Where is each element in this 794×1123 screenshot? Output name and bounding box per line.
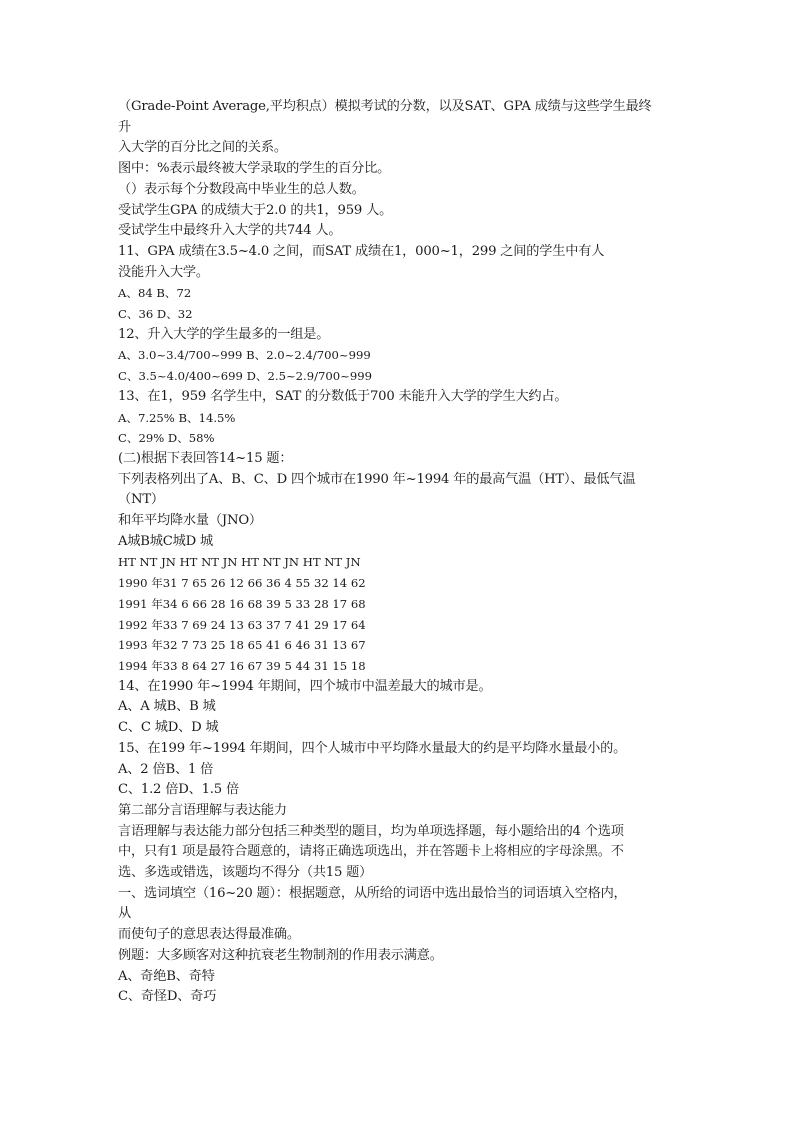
- text-line: 例题：大多顾客对这种抗衰老生物制剂的作用表示满意。: [118, 947, 443, 963]
- text-line: A、2 倍B、1 倍: [118, 761, 214, 777]
- text-line: 11、GPA 成绩在3.5~4.0 之间，而SAT 成绩在1，000~1，299 之间的学生中有人: [118, 243, 605, 259]
- text-line: C、1.2 倍D、1.5 倍: [118, 782, 239, 798]
- text-line: 第二部分言语理解与表达能力: [118, 802, 287, 818]
- text-line: A、7.25% B、14.5%: [118, 410, 236, 425]
- text-line: 1993 年32 7 73 25 18 65 41 6 46 31 13 67: [118, 638, 366, 653]
- text-line: 1994 年33 8 64 27 16 67 39 5 44 31 15 18: [118, 658, 366, 673]
- text-line: A、3.0~3.4/700~999 B、2.0~2.4/700~999: [118, 348, 371, 363]
- text-line: HT NT JN HT NT JN HT NT JN HT NT JN: [118, 555, 361, 570]
- text-line: 入大学的百分比之间的关系。: [118, 140, 287, 156]
- document-page: [118, 97, 678, 1008]
- text-line: C、29% D、58%: [118, 431, 215, 446]
- text-line: 12、升入大学的学生最多的一组是。: [118, 326, 330, 342]
- text-line: (二)根据下表回答14~15 题：: [118, 450, 293, 466]
- text-line: A、84 B、72: [118, 286, 192, 301]
- text-line: （）表示每个分数段高中毕业生的总人数。: [118, 181, 365, 197]
- text-line: 选、多选或错选，该题均不得分（共15 题）: [118, 865, 373, 881]
- text-line: C、C 城D、D 城: [118, 720, 219, 736]
- text-line: 1992 年33 7 69 24 13 63 37 7 41 29 17 64: [118, 617, 366, 632]
- text-line: C、3.5~4.0/400~699 D、2.5~2.9/700~999: [118, 369, 372, 384]
- text-line: 下列表格列出了A、B、C、D 四个城市在1990 年~1994 年的最高气温（HT）、最低气温: [118, 471, 636, 487]
- text-line: （NT）: [118, 492, 164, 508]
- text-line: C、36 D、32: [118, 307, 193, 322]
- text-line: 13、在1，959 名学生中，SAT 的分数低于700 未能升入大学的学生大约占。: [118, 388, 568, 404]
- text-line: 图中：%表示最终被大学录取的学生的百分比。: [118, 161, 391, 177]
- text-line: A、A 城B、B 城: [118, 699, 216, 715]
- text-line: 1991 年34 6 66 28 16 68 39 5 33 28 17 68: [118, 596, 366, 611]
- text-line: 没能升入大学。: [118, 264, 209, 280]
- text-line: A、奇绝B、奇特: [118, 968, 215, 984]
- text-line: 从: [118, 906, 131, 922]
- text-line: （Grade-Point Average,平均积点）模拟考试的分数，以及SAT、GPA 成绩与这些学生最终: [118, 99, 652, 114]
- text-line: 一、选词填空（16~20 题）：根据题意，从所给的词语中选出最恰当的词语填入空格内，: [118, 885, 627, 901]
- text-line: 而使句子的意思表达得最准确。: [118, 927, 300, 943]
- text-line: 和年平均降水量（JNO）: [118, 513, 262, 529]
- text-line: 受试学生中最终升入大学的共744 人。: [118, 223, 342, 239]
- text-line: C、奇怪D、奇巧: [118, 989, 217, 1005]
- text-line: A城B城C城D 城: [118, 533, 214, 549]
- text-line: 中，只有1 项是最符合题意的，请将正确选项选出，并在答题卡上将相应的字母涂黑。不: [118, 844, 624, 860]
- text-line: 1990 年31 7 65 26 12 66 36 4 55 32 14 62: [118, 576, 366, 591]
- text-line: 15、在199 年~1994 年期间，四个人城市中平均降水量最大的约是平均降水量最小的。: [118, 740, 627, 756]
- text-line: 14、在1990 年~1994 年期间，四个城市中温差最大的城市是。: [118, 678, 492, 694]
- text-line: 升: [118, 119, 131, 135]
- text-line: 言语理解与表达能力部分包括三种类型的题目，均为单项选择题，每小题给出的4 个选项: [118, 823, 624, 839]
- text-line: 受试学生GPA 的成绩大于2.0 的共1，959 人。: [118, 202, 393, 218]
